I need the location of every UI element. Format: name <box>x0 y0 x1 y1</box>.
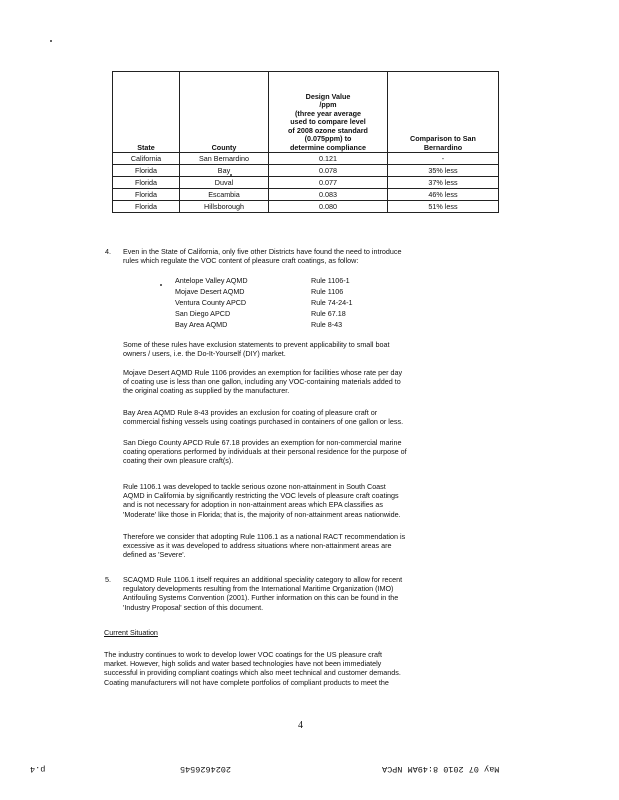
header-state: State <box>113 72 180 153</box>
cell-state: California <box>113 153 180 165</box>
cell-comparison: 51% less <box>388 201 499 213</box>
cell-county: Bay <box>180 165 269 177</box>
item-4-number: 4. <box>105 247 111 256</box>
list-item: Antelope Valley AQMD Rule 1106-1 <box>175 276 350 285</box>
cell-comparison: 46% less <box>388 189 499 201</box>
item-5-number: 5. <box>105 575 111 584</box>
header-comparison: Comparison to San Bernardino <box>388 72 499 153</box>
list-item: Bay Area AQMD Rule 8-43 <box>175 320 343 329</box>
fax-footer-page: p.4 <box>30 763 46 774</box>
page-number: 4 <box>298 720 303 731</box>
cell-county: Duval <box>180 177 269 189</box>
table-row <box>113 153 499 165</box>
cell-state: Florida <box>113 177 180 189</box>
cell-design-value: 0.078 <box>269 165 388 177</box>
cell-county: Hillsborough <box>180 201 269 213</box>
cell-state: Florida <box>113 201 180 213</box>
design-value-table <box>112 71 499 213</box>
paragraph-therefore: Therefore we consider that adopting Rule 1106.1 as a national RACT recommendation is excessive as it was developed to address situations where non-attainment areas are defined as 'Severe'. <box>123 532 406 560</box>
paragraph-mojave: Mojave Desert AQMD Rule 1106 provides an exemption for facilities whose rate per day of coating use is less than one gallon, including any VOC-containing materials added to the original coating as supplied by the manufacturer. <box>123 368 403 396</box>
table-row <box>113 189 499 201</box>
cell-state: Florida <box>113 165 180 177</box>
list-item: Ventura County APCD Rule 74-24-1 <box>175 298 353 307</box>
header-county: County <box>180 72 269 153</box>
scan-speck <box>50 40 52 42</box>
scan-speck <box>160 284 162 286</box>
cell-design-value: 0.080 <box>269 201 388 213</box>
section-heading-current-situation: Current Situation <box>104 628 158 637</box>
paragraph-exclusions: Some of these rules have exclusion statements to prevent applicability to small boat owners / users, i.e. the Do-It-Yourself (DIY) market. <box>123 340 390 359</box>
cell-county: Escambia <box>180 189 269 201</box>
cell-comparison: - <box>388 153 499 165</box>
cell-state: Florida <box>113 189 180 201</box>
fax-footer-number: 2024626545 <box>180 763 232 774</box>
cell-comparison: 35% less <box>388 165 499 177</box>
cell-design-value: 0.121 <box>269 153 388 165</box>
cell-design-value: 0.083 <box>269 189 388 201</box>
item-4-text: Even in the State of California, only five other Districts have found the need to introduce rules which regulate the VOC content of pleasure craft coatings, as follow: <box>123 247 402 266</box>
header-design-value: Design Value /ppm (three year average used to compare level of 2008 ozone standard (0.075ppm) to determine compliance <box>269 72 388 153</box>
cell-comparison: 37% less <box>388 177 499 189</box>
table-row <box>113 177 499 189</box>
list-item: Mojave Desert AQMD Rule 1106 <box>175 287 344 296</box>
list-item: San Diego APCD Rule 67.18 <box>175 309 346 318</box>
paragraph-current-situation: The industry continues to work to develop lower VOC coatings for the US pleasure craft market. However, high solids and water based technologies have not been immediately successful in providing compliant coatings which also meet technical and customer demands. Coating manufacturers will not have complete portfolios of compliant products to meet the <box>104 650 401 687</box>
item-5-text: SCAQMD Rule 1106.1 itself requires an additional speciality category to allow for recent regulatory developments resulting from the International Maritime Organization (IMO) Antifouling Systems Convention (2001). Further information on this can be found in the 'Industry Proposal' section of this document. <box>123 575 403 612</box>
table-row <box>113 165 499 177</box>
district-rule-list <box>175 276 353 331</box>
paragraph-bay-area: Bay Area AQMD Rule 8-43 provides an exclusion for coating of pleasure craft or commercial fishing vessels using coatings purchased in containers of one gallon or less. <box>123 408 404 427</box>
fax-footer-header: May 07 2010 8:49AM NPCA <box>382 763 500 774</box>
cell-county: San Bernardino <box>180 153 269 165</box>
table-header-row <box>113 72 499 153</box>
paragraph-rule-1106-1: Rule 1106.1 was developed to tackle serious ozone non-attainment in South Coast AQMD in California by significantly restricting the VOC levels of pleasure craft coatings and is not necessary for adoption in non-attainment areas which EPA classifies as 'Moderate' like those in Florida; that is, the majority of non-attainment areas nationwide. <box>123 482 401 519</box>
paragraph-san-diego: San Diego County APCD Rule 67.18 provides an exemption for non-commercial marine coating operations performed by individuals at their personal residence for the purpose of coating their own pleasure craft(s). <box>123 438 407 466</box>
table-row <box>113 201 499 213</box>
scan-speck <box>230 174 232 176</box>
cell-design-value: 0.077 <box>269 177 388 189</box>
